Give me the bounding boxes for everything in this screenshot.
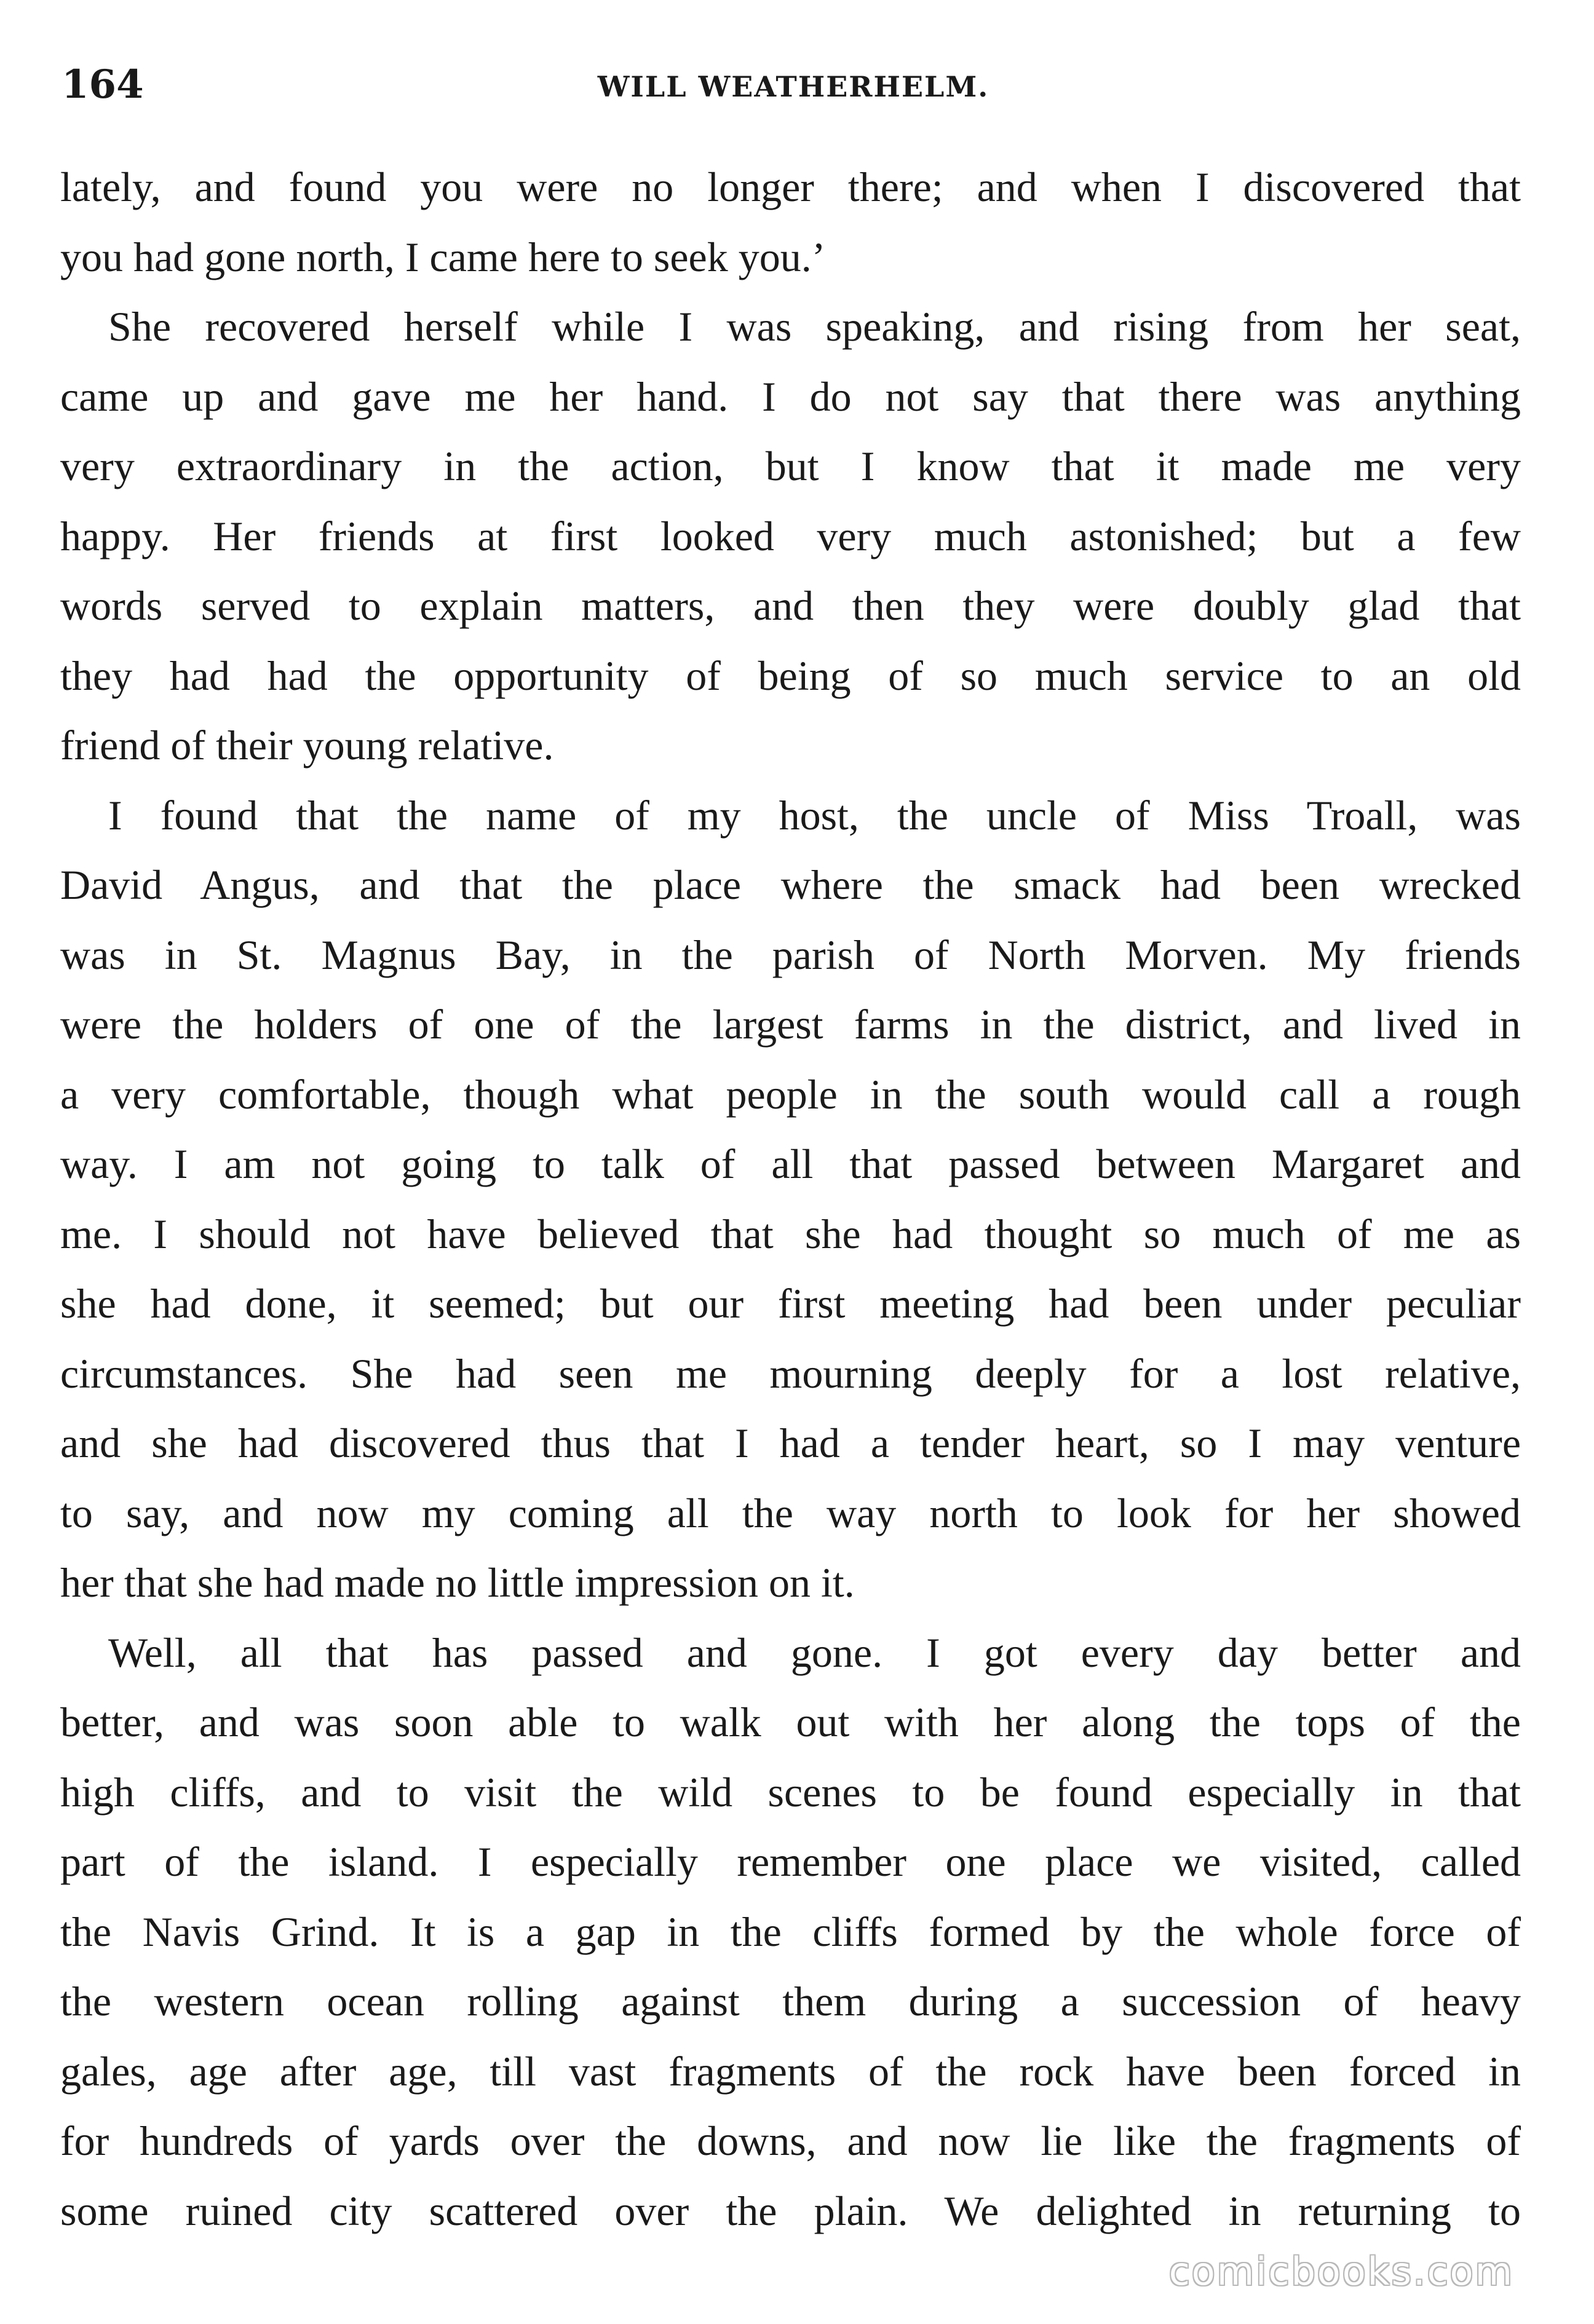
text-line: and she had discovered thus that I had a tender heart, so I may venture [60, 1420, 1521, 1466]
text-line: She recovered herself while I was speaking, and rising from her seat, [108, 303, 1521, 350]
text-line: some ruined city scattered over the plain. We delighted in returning to [60, 2187, 1521, 2234]
text-line: they had had the opportunity of being of so much service to an old [60, 652, 1521, 699]
text-line: the Navis Grind. It is a gap in the cliffs formed by the whole force of [60, 1908, 1521, 1955]
text-line: lately, and found you were no longer there; and when I discovered that [60, 164, 1521, 210]
text-line: happy. Her friends at first looked very much astonished; but a few [60, 512, 1521, 559]
text-line: a very comfortable, though what people in the south would call a rough [60, 1070, 1521, 1118]
text-line: were the holders of one of the largest farms in the district, and lived in [60, 1001, 1521, 1048]
text-line: the western ocean rolling against them during a succession of heavy [60, 1978, 1521, 2025]
body-text [60, 152, 1521, 2246]
text-line: friend of their young relative. [60, 722, 554, 769]
text-line: part of the island. I especially remember one place we visited, called [60, 1838, 1521, 1885]
text-line: David Angus, and that the place where the smack had been wrecked [60, 861, 1521, 908]
text-line: words served to explain matters, and then they were doubly glad that [60, 582, 1521, 629]
text-line: better, and was soon able to walk out with her along the tops of the [60, 1699, 1521, 1745]
text-line: came up and gave me her hand. I do not say that there was anything [60, 373, 1521, 420]
text-line: way. I am not going to talk of all that passed between Margaret and [60, 1140, 1521, 1187]
text-line: circumstances. She had seen me mourning deeply for a lost relative, [60, 1350, 1521, 1397]
text-line: me. I should not have believed that she had thought so much of me as [60, 1210, 1521, 1257]
text-line: her that she had made no little impression on it. [60, 1559, 855, 1606]
watermark: comicbooks.com [1168, 2249, 1514, 2294]
text-line: was in St. Magnus Bay, in the parish of North Morven. My friends [60, 931, 1521, 978]
page-number: 164 [61, 61, 144, 108]
text-line: very extraordinary in the action, but I know that it made me very [60, 443, 1521, 489]
text-line: for hundreds of yards over the downs, and now lie like the fragments of [60, 2117, 1521, 2164]
text-line: you had gone north, I came here to seek you.’ [60, 233, 826, 280]
text-line: gales, age after age, till vast fragments of the rock have been forced in [60, 2047, 1521, 2095]
page-header [61, 61, 1525, 117]
running-head: WILL WEATHERHELM. [597, 70, 989, 103]
text-line: she had done, it seemed; but our first meeting had been under peculiar [60, 1280, 1521, 1327]
text-line: high cliffs, and to visit the wild scenes to be found especially in that [60, 1768, 1521, 1816]
text-line: to say, and now my coming all the way north to look for her showed [60, 1489, 1521, 1536]
text-line: Well, all that has passed and gone. I got every day better and [108, 1629, 1521, 1676]
text-line: I found that the name of my host, the uncle of Miss Troall, was [108, 791, 1521, 839]
